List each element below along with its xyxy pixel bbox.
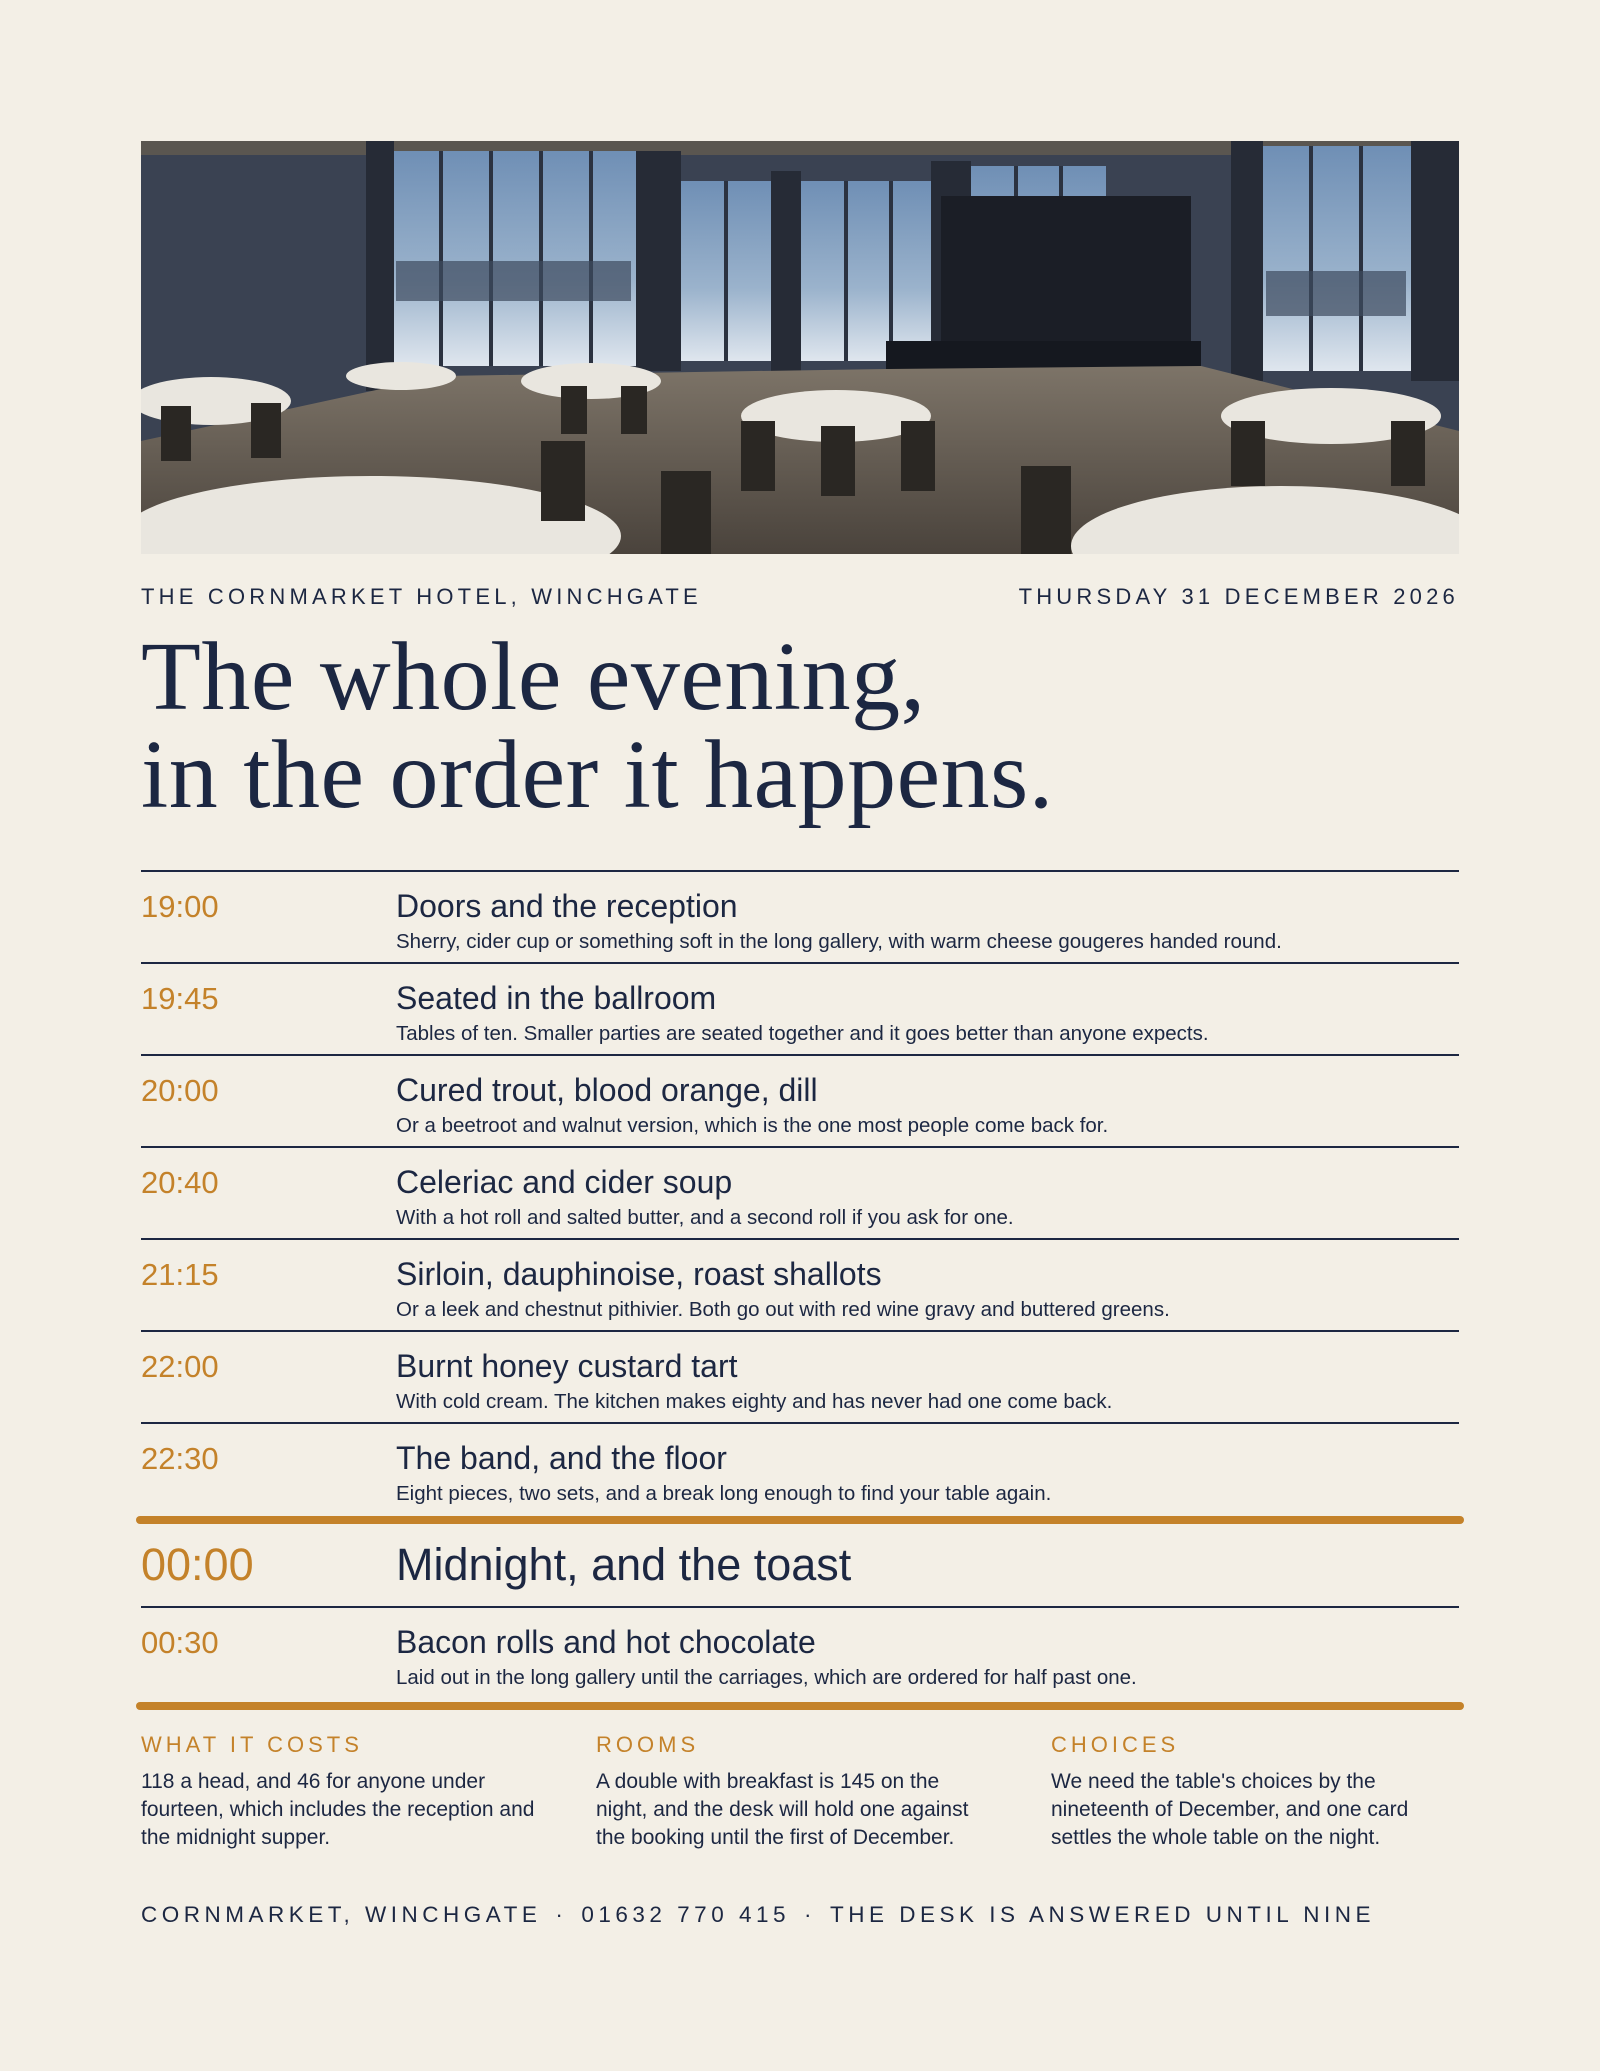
- midnight-row: [141, 1524, 1459, 1608]
- hero-photo: [141, 141, 1459, 554]
- contact-footer: [141, 1902, 1459, 1928]
- info-heading: WHAT IT COSTS: [141, 1732, 363, 1757]
- schedule-row: [141, 1424, 1459, 1516]
- info-column-choices: [1051, 1732, 1506, 1852]
- schedule-description: Laid out in the long gallery until the carriages, which are ordered for half past one.: [396, 1666, 1137, 1689]
- schedule-title: Celeriac and cider soup: [396, 1164, 733, 1200]
- event-meta: [141, 584, 1459, 610]
- info-columns: [141, 1732, 1459, 1852]
- schedule-title: Sirloin, dauphinoise, roast shallots: [396, 1256, 882, 1292]
- info-heading: ROOMS: [596, 1732, 700, 1757]
- schedule-title: Cured trout, blood orange, dill: [396, 1072, 818, 1108]
- footer-separator: ·: [555, 1902, 568, 1927]
- schedule-title: Seated in the ballroom: [396, 980, 717, 1016]
- gold-divider: [136, 1516, 1464, 1524]
- schedule: [141, 870, 1459, 1710]
- schedule-description: Eight pieces, two sets, and a break long enough to find your table again.: [396, 1482, 1052, 1505]
- info-heading: CHOICES: [1051, 1732, 1180, 1757]
- page-title-line-2: in the order it happens.: [141, 721, 1054, 829]
- info-body: 118 a head, and 46 for anyone under fourteen, which includes the reception and the midnight supper.: [141, 1770, 535, 1849]
- schedule-time: 00:30: [141, 1625, 219, 1660]
- info-column-rooms: [596, 1732, 1051, 1852]
- midnight-title: Midnight, and the toast: [396, 1539, 852, 1590]
- schedule-description: Sherry, cider cup or something soft in the long gallery, with warm cheese gougeres handed round.: [396, 930, 1282, 953]
- schedule-time: 20:40: [141, 1165, 219, 1200]
- info-body: A double with breakfast is 145 on the night, and the desk will hold one against the booking until the first of December.: [596, 1770, 969, 1849]
- schedule-description: Tables of ten. Smaller parties are seated together and it goes better than anyone expects.: [396, 1022, 1209, 1045]
- schedule-time: 19:45: [141, 981, 219, 1016]
- schedule-title: Bacon rolls and hot chocolate: [396, 1624, 816, 1660]
- page-title: [141, 623, 1459, 829]
- venue-name: THE CORNMARKET HOTEL, WINCHGATE: [141, 584, 702, 609]
- schedule-row: [141, 1056, 1459, 1148]
- schedule-title: Doors and the reception: [396, 888, 738, 924]
- schedule-description: Or a leek and chestnut pithivier. Both go out with red wine gravy and buttered greens.: [396, 1298, 1170, 1321]
- info-body: We need the table's choices by the nineteenth of December, and one card settles the whole table on the night.: [1051, 1770, 1409, 1849]
- schedule-title: Burnt honey custard tart: [396, 1348, 738, 1384]
- schedule-title: The band, and the floor: [396, 1440, 727, 1476]
- page: [141, 141, 1459, 1928]
- schedule-time: 22:30: [141, 1441, 219, 1476]
- page-title-line-1: The whole evening,: [141, 623, 926, 731]
- schedule-row: [141, 1332, 1459, 1424]
- event-date: THURSDAY 31 DECEMBER 2026: [1018, 584, 1459, 609]
- schedule-row: [141, 1240, 1459, 1332]
- footer-name: CORNMARKET, WINCHGATE: [141, 1902, 542, 1927]
- schedule-row: [141, 872, 1459, 964]
- ballroom-illustration: [141, 141, 1459, 554]
- midnight-time: 00:00: [141, 1539, 254, 1590]
- schedule-row: [141, 964, 1459, 1056]
- schedule-time: 19:00: [141, 889, 219, 924]
- schedule-description: With a hot roll and salted butter, and a second roll if you ask for one.: [396, 1206, 1014, 1229]
- footer-hours: THE DESK IS ANSWERED UNTIL NINE: [830, 1902, 1375, 1927]
- footer-phone[interactable]: 01632 770 415: [581, 1902, 790, 1927]
- schedule-row: [141, 1148, 1459, 1240]
- schedule-time: 21:15: [141, 1257, 219, 1292]
- schedule-time: 22:00: [141, 1349, 219, 1384]
- schedule-time: 20:00: [141, 1073, 219, 1108]
- gold-divider: [136, 1702, 1464, 1710]
- schedule-description: Or a beetroot and walnut version, which is the one most people come back for.: [396, 1114, 1109, 1137]
- schedule-row-final: [141, 1608, 1459, 1702]
- footer-separator: ·: [804, 1902, 816, 1927]
- info-column-costs: [141, 1732, 596, 1852]
- schedule-description: With cold cream. The kitchen makes eighty and has never had one come back.: [396, 1390, 1113, 1413]
